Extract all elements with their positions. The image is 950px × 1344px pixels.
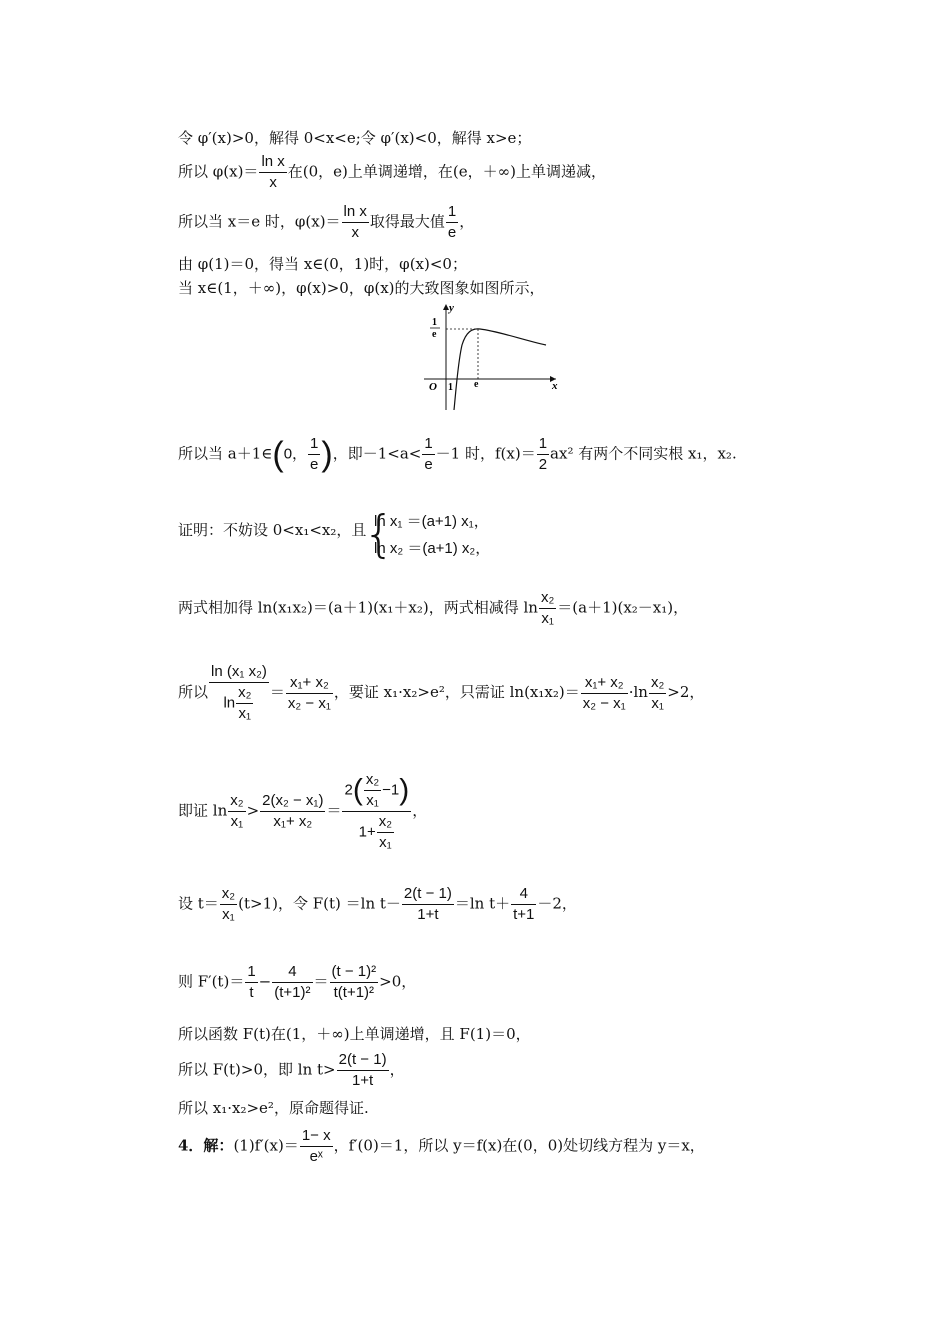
text-line-4: 由 φ(1)＝0，得当 x∈(0，1)时，φ(x)<0；: [178, 255, 467, 273]
text-line-13: 所以函数 F(t)在(1，＋∞)上单调递增，且 F(1)＝0，: [178, 1025, 531, 1043]
frac-den: x₁: [238, 705, 252, 722]
frac-num: 1: [422, 434, 434, 455]
frac-x2-over-x1-2: [649, 673, 666, 714]
frac-t-def: [220, 884, 237, 925]
frac-den: x₁: [541, 610, 554, 627]
tick-e-label: e: [474, 379, 479, 390]
frac-derivative-result: [330, 962, 379, 1003]
frac-den: 1+t: [417, 906, 439, 923]
text-l11d: －2，: [537, 894, 577, 913]
frac-lnx-over-x: [259, 152, 286, 193]
frac-ln-product-over-ln-ratio: [209, 662, 269, 724]
frac-1-over-e: [446, 202, 458, 243]
frac-den: [209, 683, 269, 724]
frac-den: x₁+ x₂: [273, 813, 313, 830]
text-l8a: 两式相加得 ln(x₁x₂)＝(a＋1)(x₁＋x₂)，两式相减得 ln: [178, 598, 538, 617]
one-plus: 1+: [358, 823, 376, 841]
frac-den: x₁: [230, 813, 244, 830]
frac-num: 4: [272, 962, 312, 983]
paren-close: ): [399, 773, 410, 807]
frac-num: 4: [511, 884, 536, 905]
axis-y-label: y: [449, 302, 454, 314]
frac-x2-over-x1: [539, 588, 556, 629]
frac-num: ln x: [259, 152, 286, 173]
equals-sign: ＝: [269, 683, 285, 701]
frac-num: x₂: [377, 812, 394, 833]
frac-lnx-over-x-2: [342, 202, 369, 243]
paren-open: (: [272, 435, 284, 474]
text-l12a: 则 F′(t)＝: [178, 972, 245, 991]
frac-den: x: [351, 224, 359, 241]
text-l3b: 取得最大值: [369, 212, 445, 231]
frac-inner: [364, 770, 381, 811]
frac-den: x₂ − x₁: [582, 694, 626, 712]
frac-num: x₂: [364, 770, 381, 791]
frac-num: 1: [446, 202, 458, 223]
frac-derivative-f: [300, 1126, 333, 1167]
frac-den: x: [269, 174, 277, 191]
frac-den: eˣ: [309, 1148, 323, 1165]
frac-den: x₁: [651, 694, 664, 712]
minus-sign: −: [258, 972, 272, 991]
frac-num: 1: [308, 434, 320, 455]
text-line-5: 当 x∈(1，＋∞)，φ(x)>0，φ(x)的大致图象如图所示，: [178, 279, 545, 297]
text-l6a: 所以当 a＋1∈: [178, 444, 273, 463]
frac-inner: [236, 683, 253, 724]
text-l8b: ＝(a＋1)(x₂－x₁)，: [557, 598, 689, 617]
y-tick-den: e: [432, 329, 437, 340]
frac-den: e: [447, 224, 457, 241]
text-l9a: 所以: [178, 683, 209, 701]
frac-den: e: [310, 456, 319, 473]
frac-den: x₁: [222, 906, 235, 923]
text-l3a: 所以当 x＝e 时，φ(x)＝: [178, 212, 341, 231]
frac-den: e: [424, 456, 433, 473]
equals-sign: ＝: [313, 972, 329, 991]
text-l11a: 设 t＝: [178, 894, 219, 913]
ln-text: ln: [223, 694, 236, 712]
frac-sum-over-diff: [286, 673, 333, 714]
frac-1-over-t: [245, 962, 257, 1003]
tick-1-label: 1: [448, 382, 453, 393]
text-l10b: ，: [412, 801, 428, 820]
system-eq-2: ln x₂ ＝(a+1) x₂，: [374, 540, 491, 557]
num-two: 2: [344, 781, 353, 799]
text-l6c: －1 时，f(x)＝: [435, 444, 536, 463]
text-l11c: ＝ln t＋: [454, 894, 511, 913]
axis-x-label: x: [552, 380, 558, 392]
equals-sign: ＝: [326, 801, 342, 820]
frac-num: (t − 1)²: [330, 962, 379, 983]
frac-den: x₂ − x₁: [287, 694, 331, 712]
text-l6d: ax² 有两个不同实根 x₁，x₂.: [550, 444, 737, 463]
frac-num: x₂: [539, 588, 556, 609]
frac-den: t(t+1)²: [333, 984, 375, 1001]
origin-label: O: [429, 381, 437, 393]
paren-close: ): [321, 435, 333, 474]
text-l16a: (1)f′(x)＝: [233, 1136, 299, 1155]
frac-num: 1− x: [300, 1126, 333, 1147]
frac-num: ln (x₁ x₂): [209, 662, 269, 683]
text-line-3: [178, 202, 474, 243]
system-eq-1: ln x₁ ＝(a+1) x₁，: [374, 513, 489, 530]
frac-num: x₁+ x₂: [581, 673, 628, 694]
frac-den: t+1: [513, 906, 535, 923]
frac-x2-over-x1-3: [228, 791, 245, 832]
text-l9b: ，要证 x₁·x₂>e²，只需证 ln(x₁x₂)＝: [333, 683, 580, 701]
frac-den: x₁: [379, 834, 392, 851]
frac-num: x₂: [236, 683, 253, 704]
frac-2diff-over-sum: [260, 791, 325, 832]
frac-den: [342, 812, 411, 853]
frac-num: 2(x₂ − x₁): [260, 791, 325, 812]
text-l9c: ·ln: [628, 683, 648, 701]
text-line-10: [178, 770, 427, 853]
phi-curve: [454, 329, 546, 410]
text-line-8: [178, 588, 688, 629]
text-l16b: ，f′(0)＝1，所以 y＝f(x)在(0，0)处切线方程为 y＝x，: [333, 1136, 705, 1155]
frac-num: x₂: [649, 673, 666, 694]
solution-label: 4．解：: [178, 1136, 234, 1155]
text-l14a: 所以 F(t)>0，即 ln t>: [178, 1060, 336, 1079]
frac-den: 2: [538, 456, 548, 473]
frac-l6-1-over-e: [422, 434, 434, 475]
text-line-6: [178, 434, 737, 475]
text-l2b: 在(0，e)上单调递增，在(e，＋∞)上单调递减，: [287, 162, 606, 181]
frac-2t-minus-1: [402, 884, 454, 925]
text-l10a: 即证 ln: [178, 801, 228, 820]
text-line-1: 令 φ′(x)>0，解得 0<x<e;令 φ′(x)<0，解得 x>e；: [178, 129, 532, 147]
interval-zero: 0，: [283, 445, 308, 463]
frac-den: t: [249, 984, 254, 1001]
phi-graph: [418, 300, 563, 412]
frac-half: [537, 434, 549, 475]
frac-num: x₂: [228, 791, 245, 812]
frac-interval-1-over-e: [308, 434, 320, 475]
frac-den: 1+t: [351, 1072, 374, 1089]
text-l2a: 所以 φ(x)＝: [178, 162, 259, 181]
text-l6b: ，即－1<a<: [332, 444, 422, 463]
text-l9d: >2，: [667, 683, 705, 701]
text-line-9: [178, 662, 704, 724]
frac-num: 1: [537, 434, 549, 455]
frac-num: ln x: [342, 202, 369, 223]
frac-num: 1: [245, 962, 257, 983]
text-l12b: >0，: [379, 972, 417, 991]
minus-one: −1: [382, 781, 400, 799]
frac-den: x₁: [366, 792, 379, 809]
text-line-2: [178, 152, 606, 193]
text-l11b: (t>1)，令 F(t) ＝ln t－: [238, 894, 401, 913]
text-line-7: 证明：不妨设 0<x₁<x₂，且: [178, 521, 367, 539]
equation-system-brace: {: [363, 505, 395, 563]
frac-2t-minus-1-over-1-plus-t: [337, 1050, 389, 1091]
text-line-11: [178, 884, 577, 925]
frac-num: 2(t − 1): [402, 884, 454, 905]
frac-num: [342, 770, 411, 812]
frac-sum-over-diff-2: [581, 673, 628, 714]
text-line-14: [178, 1050, 405, 1091]
frac-num: x₁+ x₂: [286, 673, 333, 694]
paren-open: (: [352, 773, 363, 807]
text-line-12: [178, 962, 416, 1003]
frac-num: x₂: [220, 884, 237, 905]
frac-num: 2(t − 1): [337, 1050, 389, 1071]
frac-inner: [377, 812, 394, 853]
text-l3c: ，: [459, 212, 475, 231]
y-tick-num: 1: [432, 317, 437, 328]
greater-than: >: [246, 801, 260, 820]
frac-compound: [342, 770, 411, 853]
text-line-15: 所以 x₁·x₂>e²，原命题得证.: [178, 1099, 369, 1117]
frac-4-over-t-plus-1: [511, 884, 536, 925]
frac-4-over-square: [272, 962, 312, 1003]
frac-den: (t+1)²: [274, 984, 311, 1001]
text-l14b: ，: [389, 1060, 405, 1079]
text-line-16: [178, 1126, 705, 1167]
